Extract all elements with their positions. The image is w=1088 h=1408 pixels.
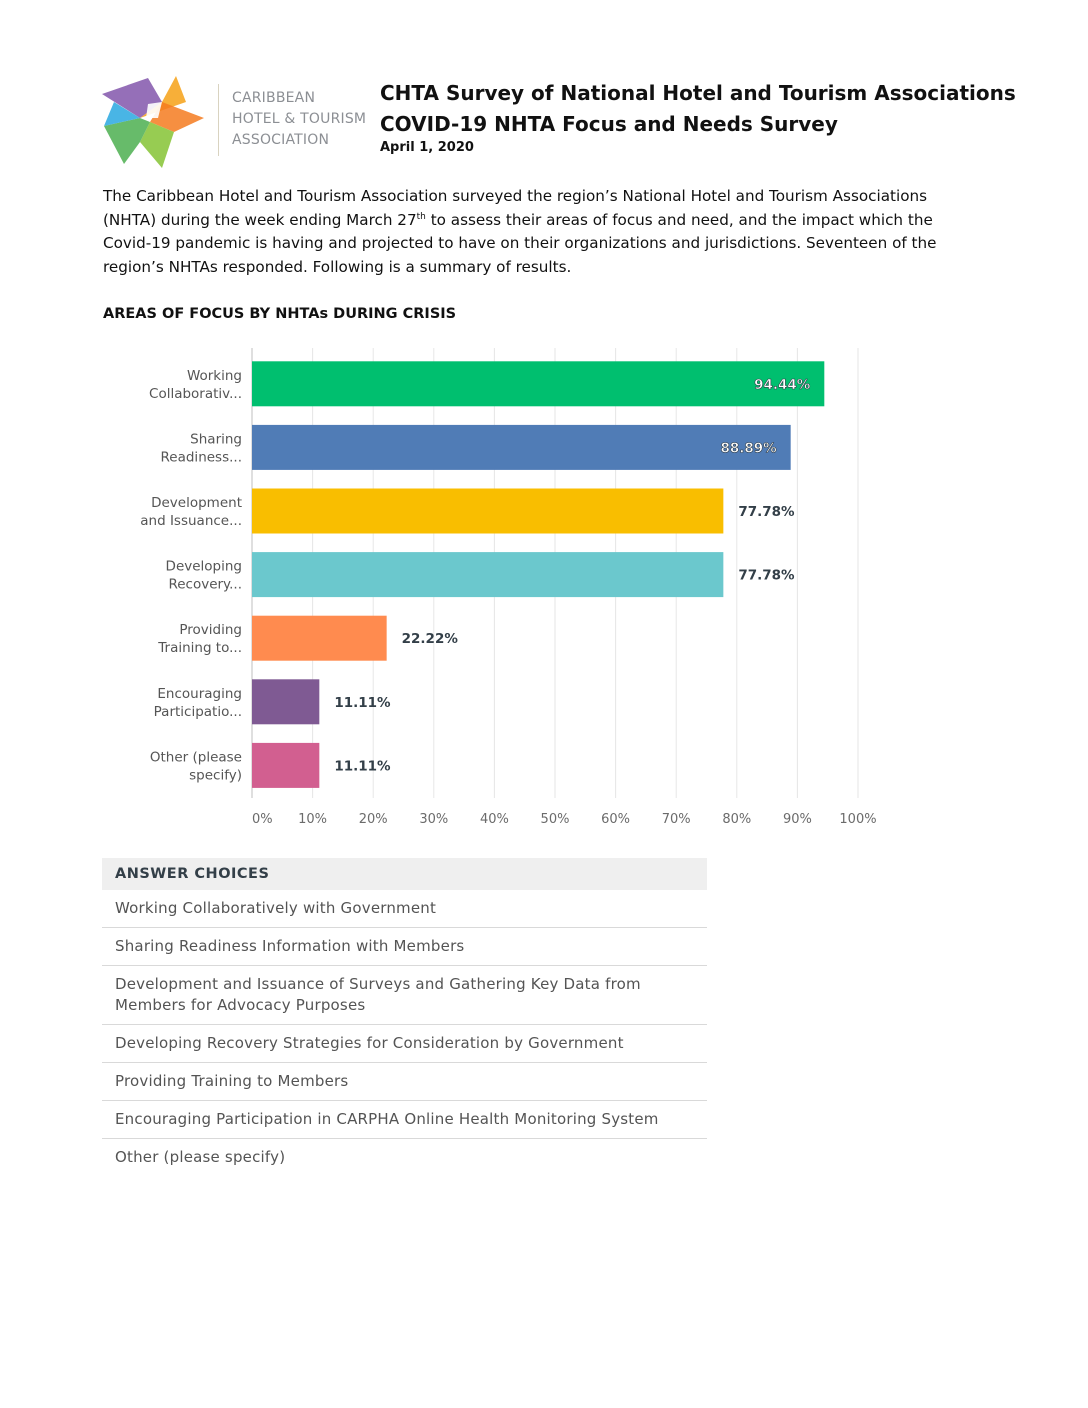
bar: [252, 425, 791, 470]
bar: [252, 679, 319, 724]
x-tick-label: 30%: [419, 812, 449, 827]
answer-row: Developing Recovery Strategies for Consideration by Government: [102, 1025, 707, 1063]
chta-logo: [100, 72, 370, 172]
title-line-2: COVID-19 NHTA Focus and Needs Survey: [380, 112, 838, 136]
value-label: 11.11%: [334, 758, 391, 775]
answer-row: Providing Training to Members: [102, 1063, 707, 1101]
logo-line-3: ASSOCIATION: [232, 132, 330, 148]
category-label: Encouraging: [157, 685, 242, 702]
value-label: 77.78%: [738, 567, 795, 584]
bar: [252, 361, 824, 406]
document-date: April 1, 2020: [380, 140, 474, 155]
category-label: Development: [151, 495, 242, 511]
value-label: 11.11%: [334, 694, 391, 711]
bar: [252, 552, 723, 597]
title-line-1: CHTA Survey of National Hotel and Tourism Associations: [380, 81, 1016, 105]
logo-divider: [218, 84, 219, 156]
x-tick-label: 20%: [358, 812, 388, 827]
category-label: Participatio...: [153, 703, 242, 720]
value-label: 22.22%: [401, 631, 458, 648]
category-label: Working: [186, 367, 242, 384]
category-label: Sharing: [190, 431, 242, 448]
answer-row: Encouraging Participation in CARPHA Online Health Monitoring System: [102, 1101, 707, 1139]
category-label: Collaborativ...: [149, 385, 242, 402]
answer-row: Other (please specify): [115, 1148, 286, 1166]
bar-chart-svg: [100, 340, 880, 840]
value-label: 88.89%: [720, 440, 777, 457]
answer-row: Development and Issuance of Surveys and Gathering Key Data from Members for Advocacy Purposes: [102, 966, 707, 1025]
logo-line-2: HOTEL & TOURISM: [232, 111, 367, 127]
x-tick-label: 100%: [839, 812, 877, 827]
answer-choices-header: ANSWER CHOICES: [102, 858, 707, 890]
x-tick-label: 50%: [540, 812, 570, 827]
category-label: Recovery...: [168, 576, 242, 593]
category-label: Other (please: [149, 749, 242, 766]
answer-row: Working Collaboratively with Government: [102, 890, 707, 928]
bar: [252, 489, 723, 534]
x-tick-label: 80%: [722, 812, 752, 827]
answer-choices-table: [102, 858, 707, 1176]
intro-superscript: th: [416, 211, 426, 222]
category-label: Readiness...: [160, 449, 242, 466]
chta-star-logo-icon: [100, 72, 210, 172]
value-label: 94.44%: [754, 376, 811, 393]
areas-of-focus-chart: [100, 340, 880, 840]
bar: [252, 616, 387, 661]
logo-wordmark: [232, 88, 366, 151]
section-heading: AREAS OF FOCUS BY NHTAs DURING CRISIS: [103, 306, 457, 322]
value-label: 77.78%: [738, 504, 795, 520]
bar: [252, 743, 319, 788]
intro-text-2: to assess their areas of focus and need, and the impact which the Covid-19 pandemic is having and projected to have on their organizations and jurisdictions. Seventeen of the region’s NHTAs responded. Following is a summary of results.: [103, 210, 937, 276]
x-tick-label: 90%: [782, 812, 812, 827]
category-label: Developing: [165, 558, 242, 575]
category-label: Providing: [179, 622, 242, 639]
x-tick-label: 60%: [601, 812, 631, 827]
document-title: [380, 78, 1016, 140]
logo-line-1: CARIBBEAN: [232, 90, 316, 106]
category-label: and Issuance...: [140, 513, 242, 529]
x-tick-label: 10%: [298, 812, 328, 827]
category-label: specify): [189, 767, 242, 784]
x-tick-label: 40%: [479, 812, 509, 827]
intro-paragraph: [103, 185, 983, 279]
intro-text-1: The Caribbean Hotel and Tourism Association surveyed the region’s National Hotel and Tourism Associations (NHTA) during the week ending March 27: [103, 187, 928, 229]
category-label: Training to...: [158, 640, 242, 657]
x-tick-label: 70%: [661, 812, 691, 827]
x-tick-label: 0%: [252, 812, 273, 827]
answer-row: Sharing Readiness Information with Members: [102, 928, 707, 966]
